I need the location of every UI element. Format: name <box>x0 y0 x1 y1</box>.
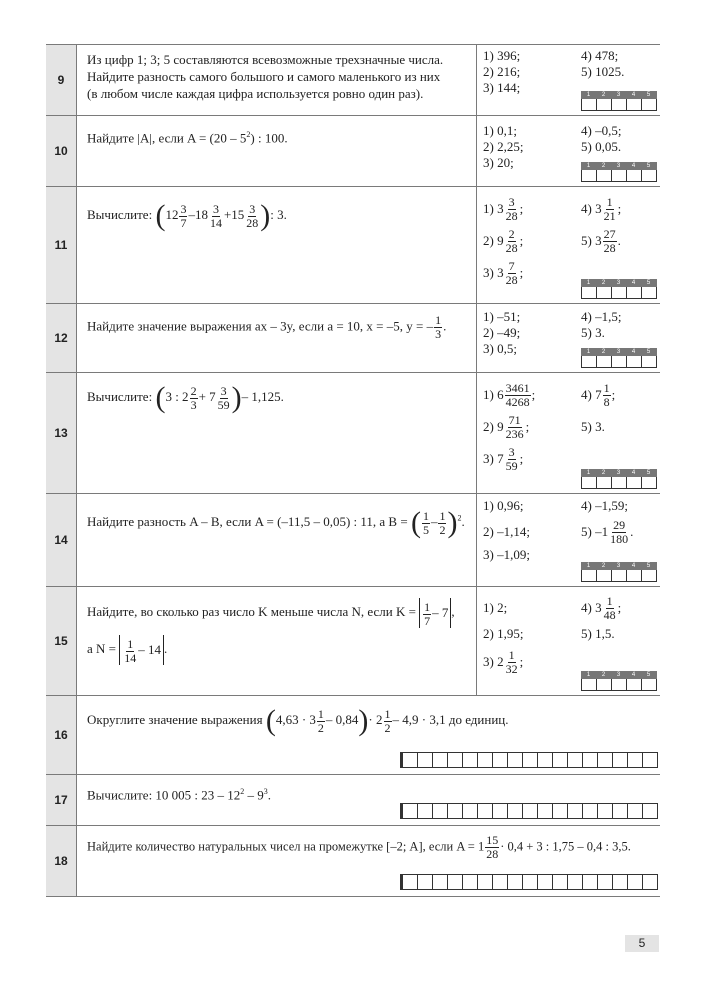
math-number: + 7 <box>198 388 216 404</box>
grid-header-label: 4 <box>631 280 636 286</box>
fraction: $\frac{1}{2}$ <box>317 706 324 735</box>
grid-header-label: 4 <box>631 349 636 355</box>
question-text: Найдите количество натуральных чисел на промежутке [–2; A], если A = 1 <box>87 839 485 854</box>
answer-boxes[interactable] <box>400 874 658 890</box>
fraction: $\frac{15}{28}$ <box>486 833 499 861</box>
fraction: $\frac{3}{7}$ <box>180 201 187 230</box>
grid-header-label: 2 <box>601 349 606 355</box>
question-text: Найдите |A|, если A = (20 – 5 <box>87 130 247 146</box>
answer-option: 5) 3. <box>581 325 605 340</box>
grid-header-label: 5 <box>646 672 651 678</box>
answer-grid[interactable] <box>581 162 657 182</box>
answer-option: 5) 3. <box>581 419 605 434</box>
answer-option: 1) 0,96; <box>483 498 524 513</box>
question-text: а N = <box>87 641 116 657</box>
answer-options <box>476 587 660 695</box>
question-text: Вычислите: 10 005 : 23 – 12 <box>87 787 241 803</box>
answer-option: 4) –0,5; <box>581 123 622 138</box>
grid-header-label: 3 <box>616 672 621 678</box>
grid-header-label: 5 <box>646 92 651 98</box>
grid-header-label: 3 <box>616 470 621 476</box>
answer-options <box>476 494 660 586</box>
task-sheet <box>46 44 660 897</box>
question-text: Найдите, во сколько раз число K меньше числа N, если K = <box>87 604 416 619</box>
fraction: $\frac{3}{59}$ <box>217 383 230 412</box>
question-text: Найдите разность A – B, если A = (–11,5 – 0,05) : 11, а B = <box>87 513 408 529</box>
task-question: Вычислите: 10 005 : $23 - 12^2 - 9^3$. <box>87 787 272 803</box>
answer-options <box>476 187 660 303</box>
answer-option: 3) 2 $\frac{1}{32}$ ; <box>483 647 524 676</box>
answer-option: 5) 0,05. <box>581 139 622 154</box>
grid-header-label: 3 <box>616 349 621 355</box>
grid-header-label: 1 <box>586 563 591 569</box>
task-row-16 <box>46 695 660 774</box>
question-text: Вычислите: <box>87 388 153 404</box>
task-question: Найдите значение выражения ax – 3y, если a = 10, x = –5, y = – $\frac{1}{3}$ . <box>87 313 447 341</box>
answer-option: 1) 396; <box>483 48 521 63</box>
grid-header-label: 2 <box>601 672 606 678</box>
answer-option: 4) –1,5; <box>581 309 622 324</box>
answer-option: 2) 1,95; <box>483 626 524 641</box>
exponent: 3 <box>263 787 268 796</box>
fraction: $\frac{3}{14}$ <box>209 201 222 230</box>
abs-value: $\frac{1}{14}$ – 14 <box>119 635 164 665</box>
answer-option: 2) 2,25; <box>483 139 524 154</box>
task-number: 13 <box>46 373 77 493</box>
answer-grid[interactable] <box>581 671 657 691</box>
task-question: Найдите разность A – B, если A = (–11,5 – 0,05) : 11, а B = ( $\frac{1}{5}$ – $\frac{1}{2}$ )$^2$. <box>87 506 465 539</box>
answer-grid[interactable] <box>581 348 657 368</box>
task-number: 9 <box>46 45 77 115</box>
answer-grid[interactable] <box>581 469 657 489</box>
task-number: 12 <box>46 304 77 372</box>
task-row-10 <box>46 115 660 186</box>
grid-header-label: 5 <box>646 470 651 476</box>
fraction: $\frac{1}{5}$ <box>422 508 429 537</box>
task-row-14 <box>46 493 660 586</box>
answer-option: 2) –1,14; <box>483 524 530 539</box>
answer-option: 1) 6 $\frac{3461}{4268}$ ; <box>483 380 536 409</box>
answer-option: 4) 7 $\frac{1}{8}$ ; <box>581 380 616 409</box>
grid-header-label: 2 <box>601 280 606 286</box>
grid-header-label: 1 <box>586 349 591 355</box>
answer-option: 4) 3 $\frac{1}{21}$ ; <box>581 194 622 223</box>
answer-option: 5) 3 $\frac{27}{28}$ . <box>581 226 621 255</box>
answer-option: 4) –1,59; <box>581 498 628 513</box>
answer-options <box>476 373 660 493</box>
math-number: 3 : 2 <box>165 388 189 404</box>
grid-header-label: 1 <box>586 163 591 169</box>
task-row-9 <box>46 44 660 115</box>
fraction: $\frac{1}{3}$ <box>435 313 442 341</box>
answer-boxes[interactable] <box>400 803 658 819</box>
task-number: 17 <box>46 775 77 825</box>
math-number: 18 <box>194 206 208 222</box>
question-text: Вычислите: <box>87 206 153 222</box>
task-number: 14 <box>46 494 77 586</box>
answer-option: 4) 478; <box>581 48 619 63</box>
grid-header-label: 5 <box>646 280 651 286</box>
task-number: 15 <box>46 587 77 695</box>
grid-header-label: 1 <box>586 92 591 98</box>
answer-option: 5) 1,5. <box>581 626 615 641</box>
answer-option: 1) 3 $\frac{3}{28}$ ; <box>483 194 524 223</box>
task-number: 10 <box>46 116 77 186</box>
page-number: 5 <box>625 935 659 952</box>
answer-option: 3) –1,09; <box>483 547 530 562</box>
task-question: Округлите значение выражения (4,63 · 3 $\frac{1}{2}$ – 0,84)· 2 $\frac{1}{2}$ – 4,9 · 3,1 до единиц. <box>87 704 509 737</box>
grid-header-label: 1 <box>586 280 591 286</box>
grid-header-label: 1 <box>586 672 591 678</box>
grid-header-label: 1 <box>586 470 591 476</box>
answer-grid[interactable] <box>581 279 657 299</box>
answer-option: 2) 9 $\frac{71}{236}$ ; <box>483 412 530 441</box>
fraction: $\frac{1}{2}$ <box>384 706 391 735</box>
exponent: 2 <box>246 130 251 139</box>
answer-option: 5) –1 $\frac{29}{180}$ . <box>581 517 634 546</box>
grid-header-label: 5 <box>646 563 651 569</box>
answer-option: 1) 0,1; <box>483 123 517 138</box>
task-number: 11 <box>46 187 77 303</box>
question-text: Округлите значение выражения <box>87 711 263 727</box>
fraction: $\frac{1}{2}$ <box>439 508 446 537</box>
task-number: 18 <box>46 826 77 896</box>
grid-header-label: 5 <box>646 163 651 169</box>
answer-boxes[interactable] <box>400 752 658 768</box>
grid-header-label: 3 <box>616 563 621 569</box>
grid-header-label: 4 <box>631 92 636 98</box>
fraction: $\frac{3}{28}$ <box>246 201 259 230</box>
grid-header-label: 4 <box>631 672 636 678</box>
task-row-11 <box>46 186 660 303</box>
grid-header-label: 3 <box>616 280 621 286</box>
answer-option: 3) 7 $\frac{3}{59}$ ; <box>483 444 524 473</box>
grid-header-label: 2 <box>601 563 606 569</box>
grid-header-label: 5 <box>646 349 651 355</box>
answer-option: 4) 3 $\frac{1}{48}$ ; <box>581 593 622 622</box>
grid-header-label: 2 <box>601 163 606 169</box>
question-text: ) : 100. <box>250 130 288 146</box>
grid-header-label: 3 <box>616 163 621 169</box>
task-row-17 <box>46 774 660 825</box>
question-text: – 1,125. <box>241 388 284 404</box>
grid-header-label: 2 <box>601 92 606 98</box>
grid-header-label: 4 <box>631 563 636 569</box>
answer-option: 1) 2; <box>483 600 508 615</box>
task-question: Найдите, во сколько раз число K меньше числа N, если K = $\frac{1}{7}$ – 7 , а N = $\frac{1}{14}$ – 14 . <box>87 599 455 665</box>
exponent: 2 <box>240 787 245 796</box>
answer-option: 5) 1025. <box>581 64 625 79</box>
answer-grid[interactable] <box>581 91 657 111</box>
task-question <box>77 45 476 115</box>
task-row-13 <box>46 372 660 493</box>
task-question: Вычислите: (3 : 2 $\frac{2}{3}$ + 7 $\frac{3}{59}$ )– 1,125. <box>87 381 284 414</box>
answer-options <box>476 304 660 372</box>
answer-option: 3) 0,5; <box>483 341 517 356</box>
answer-option: 3) 3 $\frac{7}{28}$ ; <box>483 258 524 287</box>
question-line: Из цифр 1; 3; 5 составляются всевозможные трехзначные числа. <box>87 52 444 67</box>
task-question: Найдите количество натуральных чисел на промежутке [–2; A], если A = 1 $\frac{15}{28}$ · 0,4 + 3 : 1,75 – 0,4 : 3,5. <box>87 833 631 861</box>
answer-option: 2) 216; <box>483 64 521 79</box>
abs-value: $\frac{1}{7}$ – 7 <box>419 598 451 628</box>
math-number: 15 <box>231 206 245 222</box>
answer-option: 2) –49; <box>483 325 521 340</box>
answer-option: 1) –51; <box>483 309 521 324</box>
task-row-18 <box>46 825 660 897</box>
grid-header-label: 3 <box>616 92 621 98</box>
fraction: $\frac{2}{3}$ <box>190 383 197 412</box>
answer-option: 3) 20; <box>483 155 514 170</box>
grid-header-label: 4 <box>631 470 636 476</box>
question-text: Найдите значение выражения ax – 3y, если a = 10, x = –5, y = – <box>87 318 434 334</box>
exponent: 2 <box>457 513 462 523</box>
answer-options <box>476 45 660 115</box>
task-question: Вычислите: (12 $\frac{3}{7}$ –18 $\frac{3}{14}$ +15 $\frac{3}{28}$ ): 3. <box>87 199 287 232</box>
grid-header-label: 4 <box>631 163 636 169</box>
answer-options <box>476 116 660 186</box>
math-number: 12 <box>165 206 179 222</box>
question-text: : 3. <box>270 206 287 222</box>
question-line: (в любом числе каждая цифра используется ровно один раз). <box>87 86 424 101</box>
task-row-15 <box>46 586 660 695</box>
task-row-12 <box>46 303 660 372</box>
answer-option: 3) 144; <box>483 80 521 95</box>
task-number: 16 <box>46 696 77 774</box>
answer-grid[interactable] <box>581 562 657 582</box>
answer-option: 2) 9 $\frac{2}{28}$ ; <box>483 226 524 255</box>
question-line: Найдите разность самого большого и самого маленького из них <box>87 69 441 84</box>
task-question <box>77 116 476 186</box>
grid-header-label: 2 <box>601 470 606 476</box>
